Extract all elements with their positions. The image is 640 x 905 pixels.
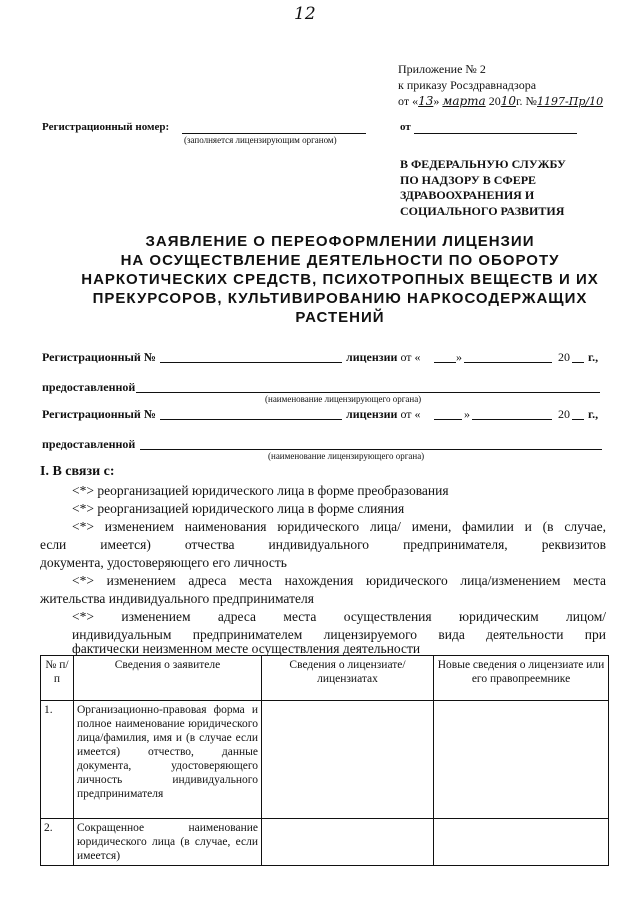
addressee-line-3: ЗДРАВООХРАНЕНИЯ И [400, 188, 535, 202]
issued-label-1: предоставленной [42, 380, 136, 394]
license-quote-1: » [456, 350, 462, 364]
license-month-line-1 [464, 362, 552, 363]
row-new-info-cell[interactable] [434, 701, 609, 819]
reason-item-3-line-1: <*> изменением наименования юридического лица/ имени, фамилии и (в случае, [72, 519, 606, 534]
reason-item-5-line-1: <*> изменением адреса места осуществления юридическим лицом/ [72, 609, 606, 624]
reason-item-5-line-3: фактически неизменном месте осуществления деятельности [72, 641, 421, 656]
appendix-line-1: Приложение № 2 [398, 62, 486, 76]
title-line-3: НАРКОТИЧЕСКИХ СРЕДСТВ, ПСИХОТРОПНЫХ ВЕЩЕСТВ И ИХ [81, 271, 599, 288]
row-applicant-field: Сокращенное наименование юридического лица (в случае, если имеется) [74, 819, 262, 866]
section-heading: I. В связи с: [40, 464, 115, 479]
table-header-row [41, 656, 609, 701]
reason-item-3-line-2: если имеется) отчества индивидуального предпринимателя, реквизитов [40, 537, 606, 552]
header-applicant: Сведения о заявителе [74, 656, 262, 701]
appendix-line-3 [398, 94, 603, 109]
appendix-number: 1197-Пр/10 [537, 95, 604, 108]
reason-item-3-line-3: документа, удостоверяющего его личность [40, 555, 287, 570]
header-licensee: Сведения о лицензиате/лицензиатах [262, 656, 434, 701]
appendix-date-prefix: от « [398, 94, 419, 108]
reason-item-5-line-2: индивидуальным предпринимателем лицензируемого вида деятельности при [72, 627, 606, 642]
license-year-prefix-1: 20 [558, 350, 570, 364]
license-from-2 [346, 407, 421, 422]
title-line-2: НА ОСУЩЕСТВЛЕНИЕ ДЕЯТЕЛЬНОСТИ ПО ОБОРОТУ [120, 252, 560, 269]
addressee [400, 157, 566, 219]
license-year-suffix-2: г., [588, 407, 599, 421]
issuer-note-2: (наименование лицензирующего органа) [268, 451, 425, 461]
reason-item-1: <*> реорганизацией юридического лица в форме преобразования [72, 483, 449, 498]
header-new-info: Новые сведения о лицензиате или его правопреемнике [434, 656, 609, 701]
appendix-month: марта [442, 94, 486, 108]
license-month-line-2 [472, 419, 552, 420]
reg-number-line-2 [160, 419, 342, 420]
registration-line [182, 133, 366, 134]
issued-label-2: предоставленной [42, 437, 136, 451]
issued-line-1 [136, 392, 600, 393]
issued-line-2 [140, 449, 602, 450]
header-num: № п/п [41, 656, 74, 701]
license-day-line-2 [434, 419, 462, 420]
row-applicant-field: Организационно-правовая форма и полное наименование юридического лица/фамилия, имя и (в случае если имеется) отчество, данные документа, удостоверяющего личность индивидуального предпринимателя [74, 701, 262, 819]
license-label-1: лицензии [346, 350, 398, 364]
row-new-info-cell[interactable] [434, 819, 609, 866]
registration-label: Регистрационный номер: [42, 121, 170, 133]
row-licensee-cell[interactable] [262, 701, 434, 819]
license-year-line-1 [572, 362, 584, 363]
reg-number-label-2: Регистрационный № [42, 407, 156, 421]
license-year-suffix-1: г., [588, 350, 599, 364]
row-num: 1. [41, 701, 74, 819]
reason-item-4-line-2: жительства индивидуального предпринимателя [40, 591, 314, 606]
appendix-year: 10 [500, 94, 516, 108]
license-year-line-2 [572, 419, 584, 420]
registration-from-line [414, 133, 577, 134]
addressee-line-4: СОЦИАЛЬНОГО РАЗВИТИЯ [400, 203, 565, 218]
title-line-4: ПРЕКУРСОРОВ, КУЛЬТИВИРОВАНИЮ НАРКОСОДЕРЖАЩИХ [92, 290, 588, 307]
reg-number-label-1: Регистрационный № [42, 350, 156, 364]
license-label-2: лицензии [346, 407, 398, 421]
license-quote-2: » [464, 407, 470, 421]
document-title [40, 232, 640, 327]
registration-note: (заполняется лицензирующим органом) [184, 135, 337, 145]
reason-item-4-line-1: <*> изменением адреса места нахождения юридического лица/изменением места [72, 573, 606, 588]
license-from-text-2: от « [400, 407, 421, 421]
appendix-day: 13 [418, 94, 434, 108]
table-row [41, 701, 609, 819]
addressee-line-1: В ФЕДЕРАЛЬНУЮ СЛУЖБУ [400, 157, 566, 171]
appendix-line-2: к приказу Росздравнадзора [398, 78, 537, 92]
licensee-info-table [40, 655, 609, 866]
appendix-number-label: г. № [515, 94, 538, 108]
issuer-note-1: (наименование лицензирующего органа) [265, 394, 422, 404]
row-num: 2. [41, 819, 74, 866]
license-day-line-1 [434, 362, 456, 363]
table-row [41, 819, 609, 866]
title-line-1: ЗАЯВЛЕНИЕ О ПЕРЕОФОРМЛЕНИИ ЛИЦЕНЗИИ [145, 233, 535, 250]
appendix-quote: » [433, 94, 440, 108]
addressee-line-2: ПО НАДЗОРУ В СФЕРЕ [400, 172, 537, 187]
reason-item-2: <*> реорганизацией юридического лица в форме слияния [72, 501, 405, 516]
license-year-prefix-2: 20 [558, 407, 570, 421]
title-line-5: РАСТЕНИЙ [295, 309, 385, 326]
row-licensee-cell[interactable] [262, 819, 434, 866]
registration-from-label: от [400, 121, 411, 133]
page-number: 12 [294, 4, 316, 24]
reg-number-line-1 [160, 362, 342, 363]
appendix-year-prefix: 20 [488, 94, 501, 108]
license-from-text-1: от « [400, 350, 421, 364]
license-from-1 [346, 350, 421, 365]
